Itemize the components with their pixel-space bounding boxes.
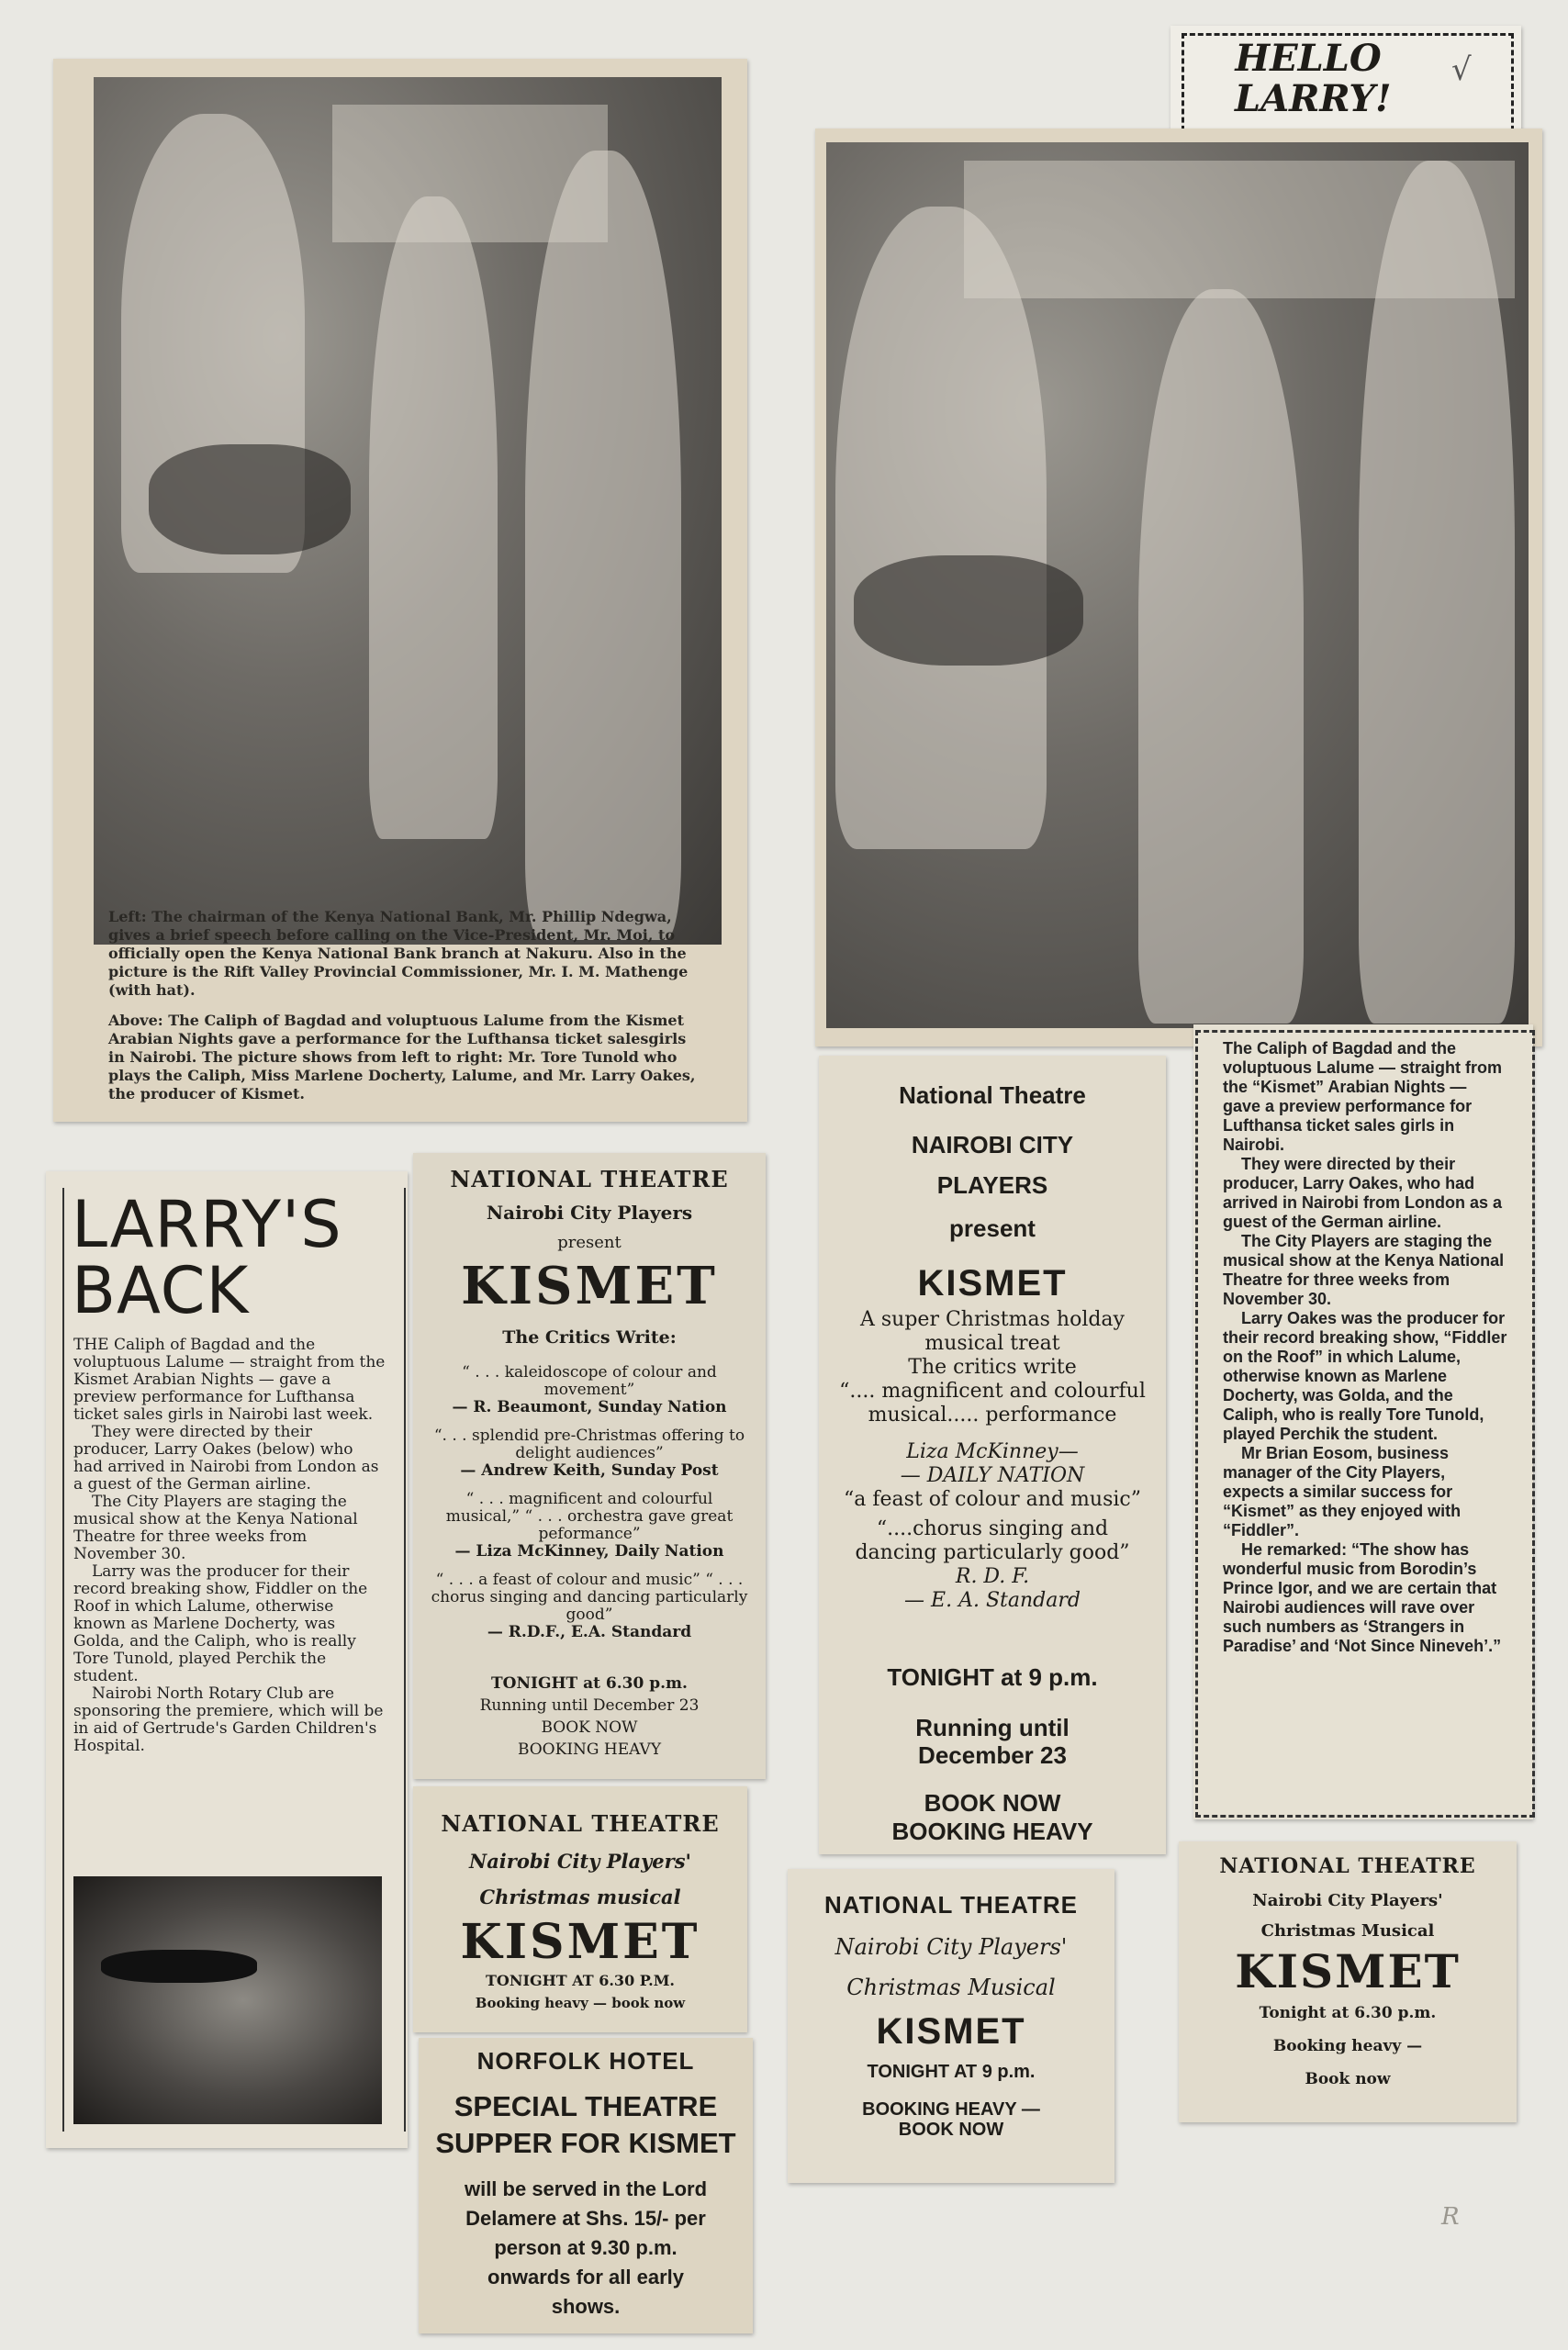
ad5-players: Nairobi City Players' (1252, 1891, 1443, 1910)
ad4-tonight: TONIGHT AT 9 p.m. (867, 2062, 1036, 2082)
ad3-special-1: SPECIAL THEATRE (454, 2090, 718, 2122)
larrys-back-headline-1: LARRY'S (72, 1187, 342, 1262)
clipping-photo-right (815, 129, 1542, 1046)
ad1-present: present (557, 1233, 622, 1252)
ad-kismet-tonight-9 (788, 1869, 1114, 2183)
ad2-title: KISMET (917, 1263, 1068, 1304)
ad1-attrib-3: — Liza McKinney, Daily Nation (454, 1542, 724, 1561)
ad3-players: Nairobi City Players' (469, 1850, 691, 1873)
larrys-back-p3: The City Players are staging the musical show at the Kenya National Theatre for three weeks from November 30. (73, 1493, 358, 1563)
ad4-title: KISMET (876, 2011, 1026, 2052)
ad1-theatre: NATIONAL THEATRE (450, 1166, 729, 1192)
ad4-theatre: NATIONAL THEATRE (824, 1891, 1078, 1919)
ad1-players: Nairobi City Players (486, 1202, 693, 1224)
ad5-theatre: NATIONAL THEATRE (1219, 1854, 1476, 1878)
ad2-running: Running until December 23 (915, 1714, 1070, 1769)
larrys-back-headline-2: BACK (72, 1253, 250, 1328)
ad2-book: BOOK NOW (924, 1789, 1061, 1817)
ad3-body: will be served in the Lord Delamere at Shs. 15/- per person at 9.30 p.m. onwards for all early shows. (464, 2177, 708, 2318)
tick-mark: √ (1451, 51, 1472, 88)
ad3-booking: Booking heavy — book now (475, 1995, 686, 2011)
story-right-p4: Larry Oakes was the producer for their record breaking show, “Fiddler on the Roof” in which Lalume, otherwise known as Marlene Docherty, was Golda, and the Caliph, who is really Tore Tunold, played Perchik the student. (1223, 1309, 1507, 1443)
story-right-p2: They were directed by their producer, Larry Oakes, who had arrived in Nairobi from London as a guest of the German airline. (1223, 1155, 1503, 1231)
ad-norfolk-supper (419, 2038, 753, 2333)
ad1-quote-3: “ . . . magnificent and colourful musical,” “ . . . orchestra gave great peformance” (445, 1490, 734, 1543)
hello-larry-label (1170, 26, 1521, 143)
ad1-running: Running until December 23 (479, 1696, 700, 1715)
ad3-hotel: NORFOLK HOTEL (476, 2047, 695, 2075)
ad1-heavy: BOOKING HEAVY (517, 1740, 662, 1759)
ad2-present: present (949, 1214, 1036, 1242)
ad4-players: Nairobi City Players' (834, 1934, 1068, 1960)
larrys-back-p2: They were directed by their producer, Larry Oakes (below) who had arrived in Nairobi from London as a guest of the German airline. (73, 1423, 379, 1494)
ad-kismet-small (1179, 1841, 1517, 2122)
ad1-tonight: TONIGHT at 6.30 p.m. (491, 1674, 688, 1693)
ad2-theatre: National Theatre (899, 1081, 1086, 1109)
caption-above: Above: The Caliph of Bagdad and voluptuous Lalume from the Kismet Arabian Nights gave a performance for the Lufthansa ticket salesgirls in Nairobi. The picture shows from left to right: Mr. Tore Tunold who plays the Caliph, Miss Marlene Docherty, Lalume, and Mr. Larry Oakes, the producer of Kismet. (108, 1012, 696, 1102)
ad2-attrib-3b: — E. A. Standard (904, 1589, 1081, 1612)
ad4-musical: Christmas Musical (846, 1975, 1056, 2000)
ad3-theatre: NATIONAL THEATRE (441, 1810, 720, 1837)
larrys-back-p4: Larry was the producer for their record breaking show, Fiddler on the Roof in which Lalume, otherwise known as Marlene Docherty, was Golda, and the Caliph, who is really Tore Tunold, played Perchik the student. (73, 1562, 368, 1685)
story-right-p3: The City Players are staging the musical show at the Kenya National Theatre for three weeks from November 30. (1223, 1232, 1505, 1308)
ad-kismet-christmas (819, 1056, 1166, 1854)
ad5-tonight: Tonight at 6.30 p.m. (1259, 2004, 1437, 2022)
ad3-special-2: SUPPER FOR KISMET (435, 2127, 736, 2159)
story-right (1193, 1024, 1533, 1819)
ad2-players: NAIROBI CITY PLAYERS (911, 1131, 1074, 1199)
ad2-critics: The critics write (908, 1356, 1077, 1379)
ad2-tonight: TONIGHT at 9 p.m. (887, 1663, 1098, 1691)
story-right-caption: The Caliph of Bagdad and the voluptuous Lalume — straight from the “Kismet” Arabian Nights — gave a preview performance for Lufthansa ticket sales girls in Nairobi. (1223, 1039, 1503, 1154)
ad1-quote-4: “ . . . a feast of colour and music” “ . . . chorus singing and dancing particularly good” (431, 1571, 748, 1624)
ad1-attrib-1: — R. Beaumont, Sunday Nation (452, 1398, 727, 1416)
ad-kismet-tonight-630 (413, 1786, 747, 2032)
ad2-attrib-1a: Liza McKinney— (906, 1440, 1079, 1463)
ad1-critics: The Critics Write: (502, 1327, 677, 1348)
ad5-title: KISMET (1235, 1944, 1461, 1998)
photo-lufthansa-right (826, 142, 1529, 1028)
ad3-musical: Christmas musical (479, 1886, 681, 1908)
story-right-p6: He remarked: “The show has wonderful music from Borodin’s Prince Igor, and we are certain that Nairobi audiences will rave over such numbers as ‘Strangers in Paradise’ and ‘Not Since Nineveh’.” (1223, 1540, 1502, 1655)
photo-lufthansa-left (94, 77, 722, 945)
larrys-back-p5: Nairobi North Rotary Club are sponsoring the premiere, which will be in aid of Gertrude's Garden Children's Hospital. (73, 1684, 384, 1755)
ad2-attrib-3a: R. D. F. (955, 1565, 1030, 1588)
ad5-booking-2: Book now (1305, 2070, 1391, 2088)
story-right-p5: Mr Brian Eosom, business manager of the City Players, expects a similar success for “Kismet” as they enjoyed with “Fiddler”. (1223, 1444, 1462, 1539)
caption-left: Left: The chairman of the Kenya National Bank, Mr. Phillip Ndegwa, gives a brief speech before calling on the Vice-President, Mr. Moi, to officially open the Kenya National Bank branch at Nakuru. Also in the picture is the Rift Valley Provincial Commissioner, Mr. I. M. Mathenge (with hat). (108, 908, 689, 999)
ad2-quote-2: “a feast of colour and music” (844, 1488, 1141, 1511)
hello-larry-title: HELLO LARRY! (1235, 37, 1392, 120)
ad2-tagline: A super Christmas holday musical treat (860, 1308, 1125, 1355)
ad5-musical: Christmas Musical (1260, 1921, 1435, 1941)
larrys-back-article (46, 1171, 408, 2148)
ad2-quote-1: “.... magnificent and colourful musical..... performance (839, 1380, 1146, 1427)
ad1-quote-1: “ . . . kaleidoscope of colour and movement” (462, 1363, 717, 1399)
pencil-margin-mark: R (1441, 2203, 1460, 2231)
ad1-attrib-4: — R.D.F., E.A. Standard (487, 1623, 692, 1641)
larry-oakes-portrait (73, 1876, 382, 2124)
ad2-attrib-1b: — DAILY NATION (900, 1464, 1085, 1487)
ad3-title: KISMET (460, 1914, 700, 1970)
larrys-back-p1: THE Caliph of Bagdad and the voluptuous Lalume — straight from the Kismet Arabian Nights — gave a preview performance for Lufthansa ticket sales girls in Nairobi last week. (73, 1336, 386, 1424)
ad2-quote-3: “....chorus singing and dancing particularly good” (855, 1517, 1130, 1564)
ad5-booking-1: Booking heavy — (1272, 2037, 1423, 2055)
ad1-book: BOOK NOW (541, 1718, 638, 1737)
ad-kismet-critics (413, 1153, 766, 1779)
ad3-tonight: TONIGHT AT 6.30 P.M. (486, 1972, 675, 1989)
ad1-quote-2: “. . . splendid pre-Christmas offering to delight audiences” (433, 1427, 745, 1462)
ad1-title: KISMET (461, 1256, 718, 1316)
ad1-attrib-2: — Andrew Keith, Sunday Post (460, 1461, 719, 1480)
clipping-photo-left (53, 59, 747, 1122)
ad2-heavy: BOOKING HEAVY (891, 1818, 1093, 1845)
ad4-booking: BOOKING HEAVY — BOOK NOW (862, 2099, 1040, 2140)
